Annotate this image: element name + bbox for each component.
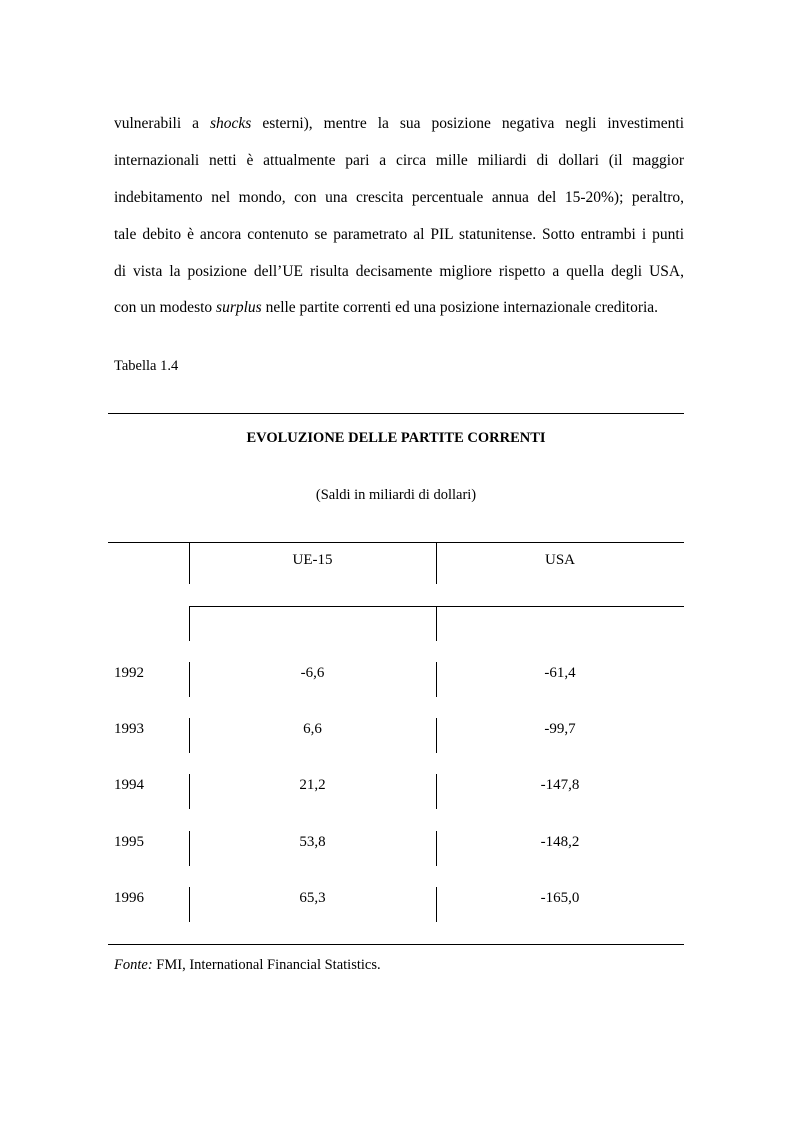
- row-year: 1996: [114, 890, 144, 906]
- cell-ue15: 65,3: [299, 890, 326, 906]
- table-bottom-rule: [108, 944, 684, 945]
- text-run: nelle partite correnti ed una posizione internazionale creditoria.: [261, 299, 659, 316]
- table-subtitle: (Saldi in miliardi di dollari): [315, 487, 477, 503]
- row-year: 1994: [114, 777, 144, 793]
- text-run: esterni), mentre la sua posizione negativa negli investimenti: [251, 115, 685, 132]
- paragraph-line-3: [114, 188, 684, 208]
- cell-usa: -148,2: [540, 834, 580, 850]
- cell-usa: -99,7: [544, 721, 576, 737]
- cell-ue15: 6,6: [303, 721, 322, 737]
- text-run: vulnerabili a: [114, 115, 211, 132]
- cell-usa: -165,0: [540, 890, 580, 906]
- text-run: indebitamento nel mondo, con una crescita percentuale annua del 15-20%); peraltro,: [114, 189, 684, 206]
- column-header-usa: USA: [544, 552, 575, 568]
- paragraph-line-1: [114, 114, 684, 134]
- column-divider: [189, 606, 190, 641]
- cell-ue15: -6,6: [300, 665, 325, 681]
- header-rule: [108, 542, 684, 543]
- paragraph-line-4: [114, 225, 684, 245]
- row-year: 1995: [114, 834, 144, 850]
- cell-ue15: 21,2: [299, 777, 326, 793]
- source-note: [114, 955, 381, 975]
- text-run: tale debito è ancora contenuto se parametrato al PIL statunitense. Sotto entrambi i punti: [114, 226, 684, 243]
- italic-term: surplus: [216, 299, 262, 316]
- source-label: Fonte:: [114, 957, 153, 973]
- column-header-ue15: UE-15: [292, 552, 333, 568]
- table-title: EVOLUZIONE DELLE PARTITE CORRENTI: [246, 430, 546, 446]
- row-year: 1993: [114, 721, 144, 737]
- row-year: 1992: [114, 665, 144, 681]
- paragraph-line-5: [114, 262, 684, 282]
- cell-usa: -61,4: [544, 665, 576, 681]
- source-text: FMI, International Financial Statistics.: [152, 957, 381, 973]
- cell-ue15: 53,8: [299, 834, 326, 850]
- table-top-rule: [108, 413, 684, 414]
- text-run: di vista la posizione dell’UE risulta decisamente migliore rispetto a quella degli USA,: [114, 263, 684, 280]
- text-run: con un modesto: [114, 299, 217, 316]
- column-divider: [436, 606, 437, 641]
- italic-term: shocks: [210, 115, 252, 132]
- text-run: internazionali netti è attualmente pari a circa mille miliardi di dollari (il maggior: [114, 152, 684, 169]
- paragraph-line-6: [114, 298, 658, 318]
- cell-usa: -147,8: [540, 777, 580, 793]
- paragraph-line-2: [114, 151, 684, 171]
- table-label: Tabella 1.4: [114, 358, 179, 374]
